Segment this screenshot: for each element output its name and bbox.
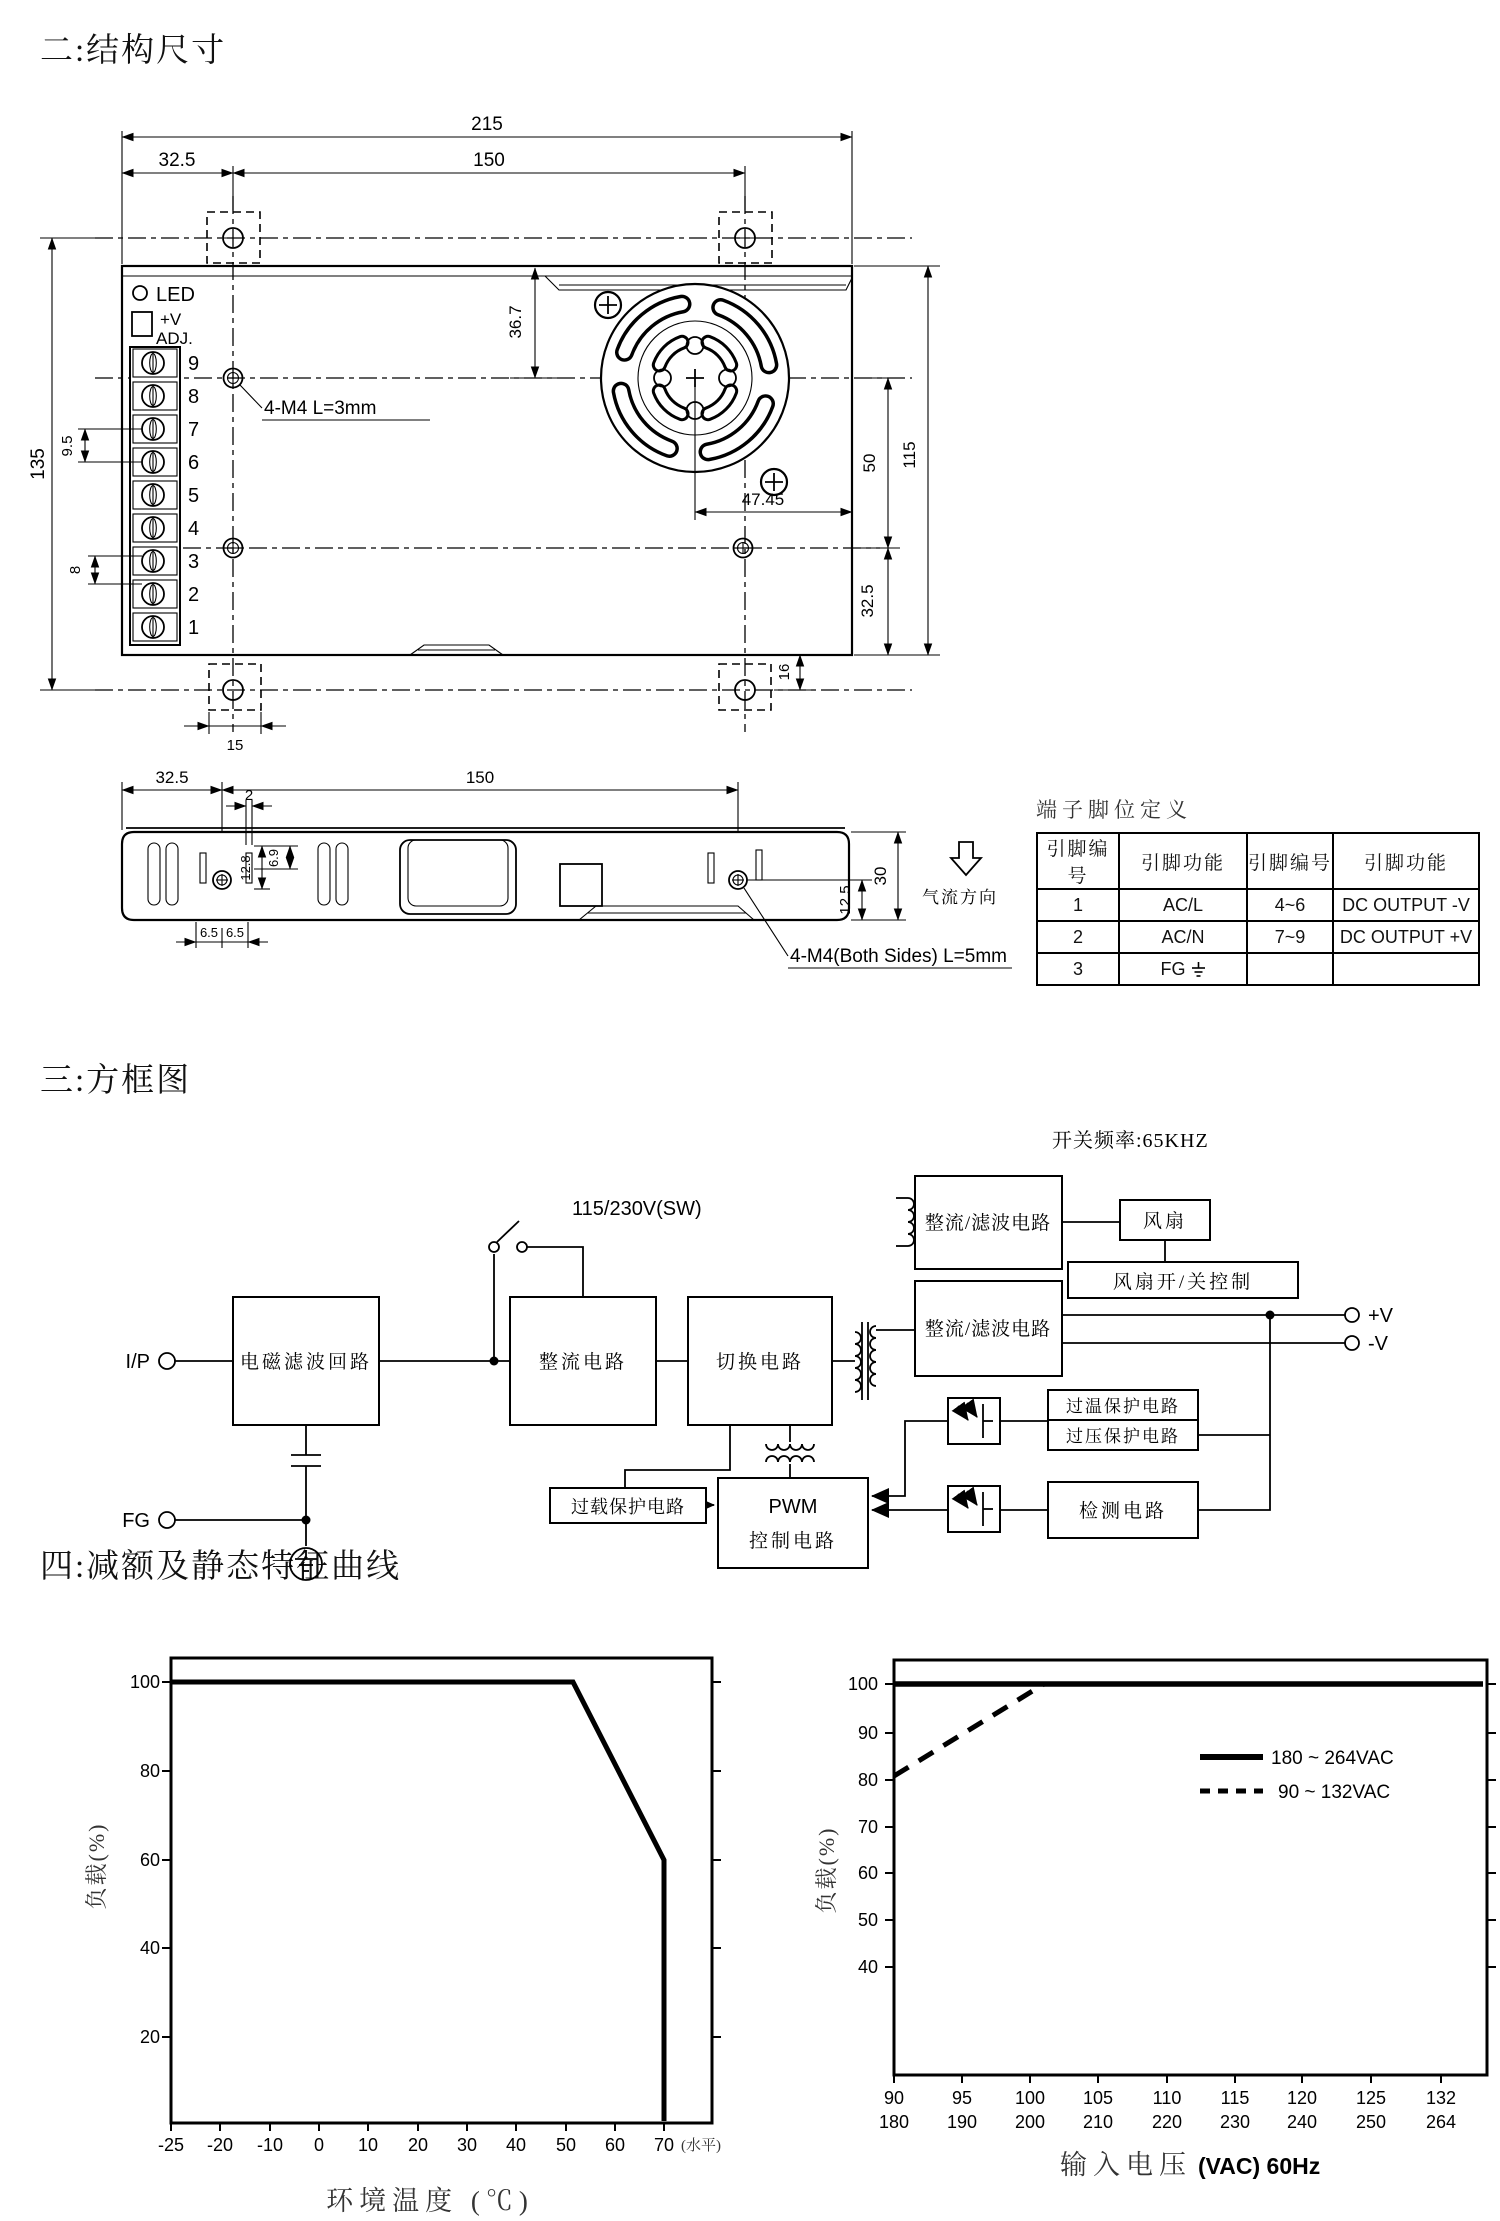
- switching-frequency-label: 开关频率:65KHZ: [1052, 1130, 1209, 1152]
- chart-static-characteristic: [814, 1660, 1496, 2180]
- mounting-hole: [209, 664, 261, 710]
- main-transformer: [855, 1322, 876, 1400]
- x-tick-row1: 90: [883, 2088, 905, 2108]
- terminal-number: 1: [188, 617, 200, 639]
- x-tick-row1: 105: [1082, 2088, 1114, 2108]
- y-tick: 60: [857, 1863, 878, 1883]
- pin-table-cell: AC/L: [1119, 889, 1247, 921]
- terminal-number: 6: [188, 452, 200, 474]
- series-low-range: [894, 1684, 1044, 1776]
- block-over-temp-label: 过温保护电路: [1066, 1397, 1180, 1416]
- dim-8: 8: [67, 565, 84, 575]
- y-axis-label: 负载(%): [84, 1822, 109, 1910]
- x-tick-row2: 210: [1082, 2112, 1114, 2132]
- pin-table-header-cell: 引脚功能: [1119, 833, 1247, 889]
- x-tick: 0: [313, 2135, 325, 2155]
- x-axis-label-cjk: 输入电压: [1060, 2150, 1192, 2180]
- block-switching-label: 切换电路: [715, 1352, 805, 1373]
- input-label: I/P: [125, 1351, 150, 1373]
- terminal-number: 2: [188, 584, 200, 606]
- y-tick: 40: [857, 1957, 878, 1977]
- x-tick-row2: 264: [1425, 2112, 1457, 2132]
- block-rectifier-filter-out-label: 整流/滤波电路: [924, 1319, 1052, 1340]
- x-tick: 10: [357, 2135, 379, 2155]
- dim-150-side: 150: [465, 768, 495, 787]
- vplus-terminal: [1345, 1308, 1359, 1322]
- pin-table-cell: AC/N: [1119, 921, 1247, 953]
- block-pwm-label-line2: 控制电路: [748, 1531, 838, 1552]
- x-tick: 60: [604, 2135, 626, 2155]
- y-tick: 90: [857, 1723, 878, 1743]
- y-tick: 20: [139, 2027, 160, 2047]
- pin-table-cell: 2: [1037, 921, 1119, 953]
- x-tick: -25: [157, 2135, 185, 2155]
- vminus-terminal: [1345, 1336, 1359, 1350]
- dim-50: 50: [860, 453, 879, 473]
- x-tick: -10: [256, 2135, 284, 2155]
- y-tick: 40: [139, 1938, 160, 1958]
- x-tick: 40: [505, 2135, 527, 2155]
- dim-47-45: 47.45: [741, 490, 785, 509]
- terminal-number: 4: [188, 518, 200, 540]
- fg-terminal: [159, 1512, 175, 1528]
- x-tick-row2: 200: [1014, 2112, 1046, 2132]
- y-tick: 50: [857, 1910, 878, 1930]
- block-overload-protection-label: 过载保护电路: [571, 1497, 685, 1517]
- x-tick-row1: 120: [1286, 2088, 1318, 2108]
- x-tick-row2: 190: [946, 2112, 978, 2132]
- y-tick: 80: [139, 1761, 160, 1781]
- y-tick: 60: [139, 1850, 160, 1870]
- dim-12-8: 12.8: [238, 855, 253, 881]
- x-tick-row1: 115: [1220, 2088, 1250, 2108]
- pin-table-cell: DC OUTPUT +V: [1333, 921, 1479, 953]
- terminal-number: 9: [188, 353, 200, 375]
- x-tick: 70: [653, 2135, 675, 2155]
- x-tick-row2: 230: [1219, 2112, 1251, 2132]
- dim-9-5: 9.5: [59, 435, 76, 457]
- derating-curve: [171, 1682, 664, 2121]
- legend-label: 90 ~ 132VAC: [1278, 1782, 1391, 1803]
- input-terminal: [159, 1353, 175, 1369]
- dim-15: 15: [226, 737, 244, 754]
- terminal-number: 8: [188, 386, 200, 408]
- block-emi-filter-label: 电磁滤波回路: [239, 1352, 373, 1373]
- pin-table-cell: 7~9: [1247, 921, 1333, 953]
- terminal-number: 5: [188, 485, 200, 507]
- x-tick-row1: 132: [1425, 2088, 1457, 2108]
- ground-symbol: [290, 1548, 322, 1580]
- x-tick: 30: [456, 2135, 478, 2155]
- pin-table-cell: DC OUTPUT -V: [1333, 889, 1479, 921]
- dim-6-9: 6.9: [266, 848, 281, 868]
- vminus-label: -V: [1368, 1333, 1388, 1355]
- y-tick: 100: [129, 1672, 160, 1692]
- x-tick-row2: 240: [1286, 2112, 1318, 2132]
- pin-table-header-cell: 引脚功能: [1333, 833, 1479, 889]
- dim-16: 16: [776, 663, 793, 681]
- dim-32-5-top: 32.5: [158, 150, 196, 171]
- x-tick: 50: [555, 2135, 577, 2155]
- block-over-voltage-label: 过压保护电路: [1066, 1427, 1180, 1446]
- block-diagram: [122, 1129, 1393, 1580]
- pin-table-cell: FG: [1119, 953, 1247, 985]
- top-view-drawing: [28, 114, 940, 754]
- dim-150-top: 150: [473, 150, 505, 171]
- fg-label: FG: [122, 1510, 150, 1532]
- x-tick-row1: 110: [1152, 2088, 1182, 2108]
- pin-table-title: 端子脚位定义: [1036, 798, 1192, 822]
- airflow-arrow-icon: [951, 842, 981, 875]
- adj-label-line1: +V: [160, 310, 182, 329]
- x-tick-row2: 250: [1355, 2112, 1387, 2132]
- led-label: LED: [156, 284, 195, 306]
- chart-legend: [1200, 1748, 1394, 1803]
- dim-36-7: 36.7: [506, 305, 525, 339]
- x-tick: 20: [407, 2135, 429, 2155]
- block-pwm-control: [718, 1478, 868, 1568]
- section-curves-title: 四:减额及静态特征曲线: [40, 1549, 402, 1585]
- x-tick-row1: 95: [951, 2088, 973, 2108]
- optocoupler-icon: [948, 1486, 1000, 1532]
- x-axis-suffix: (水平): [681, 2138, 721, 2154]
- adj-label-line2: ADJ.: [156, 329, 193, 348]
- dim-32-5-bottom: 32.5: [858, 584, 877, 618]
- pin-table-cell: 4~6: [1247, 889, 1333, 921]
- dim-30: 30: [871, 866, 890, 886]
- phillips-screw: [595, 292, 621, 318]
- dim-135: 135: [28, 448, 49, 480]
- dim-2: 2: [244, 787, 254, 804]
- block-detection-label: 检测电路: [1078, 1501, 1168, 1522]
- chart-derating-temperature: [84, 1658, 721, 2216]
- block-fan-control-label: 风扇开/关控制: [1112, 1272, 1254, 1293]
- terminal-number: 3: [188, 551, 200, 573]
- dim-6-5-b: 6.5: [225, 925, 245, 940]
- y-axis-label: 负载(%): [814, 1826, 839, 1914]
- m4-side-note: 4-M4(Both Sides) L=5mm: [790, 946, 1007, 967]
- pin-table-header-cell: 引脚编号: [1247, 833, 1333, 889]
- dim-32-5-side: 32.5: [155, 768, 189, 787]
- block-rectifier-filter-fan-label: 整流/滤波电路: [924, 1213, 1052, 1234]
- airflow-label: 气流方向: [922, 888, 998, 907]
- block-pwm-label-line1: PWM: [768, 1496, 818, 1518]
- block-fan-label: 风扇: [1142, 1211, 1188, 1232]
- x-axis-label-unit: (VAC) 60Hz: [1198, 2153, 1321, 2179]
- y-tick: 100: [847, 1674, 878, 1694]
- pin-table-cell: 3: [1037, 953, 1119, 985]
- x-tick: -20: [206, 2135, 234, 2155]
- block-rectifier-label: 整流电路: [538, 1352, 628, 1373]
- dim-6-5-a: 6.5: [199, 925, 219, 940]
- section-block-diagram-title: 三:方框图: [40, 1063, 192, 1099]
- m4-note: 4-M4 L=3mm: [264, 398, 377, 419]
- dim-12-5: 12.5: [837, 885, 854, 915]
- x-tick-row1: 125: [1355, 2088, 1387, 2108]
- pin-table-header-cell: 引脚编号: [1037, 833, 1119, 889]
- side-view-drawing: [122, 768, 1012, 968]
- dim-215: 215: [471, 114, 503, 135]
- input-switch-label: 115/230V(SW): [572, 1198, 702, 1220]
- terminal-number: 7: [188, 419, 200, 441]
- x-tick-row2: 220: [1151, 2112, 1183, 2132]
- y-tick: 70: [857, 1817, 878, 1837]
- vplus-label: +V: [1368, 1305, 1394, 1327]
- x-axis-label: 环境温度 (℃): [326, 2186, 534, 2216]
- terminal-block: [130, 347, 199, 645]
- legend-label: 180 ~ 264VAC: [1271, 1748, 1394, 1769]
- section-structure-title: 二:结构尺寸: [40, 33, 227, 69]
- optocoupler-icon: [948, 1398, 1000, 1444]
- pin-table-cell: 1: [1037, 889, 1119, 921]
- x-tick-row1: 100: [1014, 2088, 1046, 2108]
- x-tick-row2: 180: [878, 2112, 910, 2132]
- aux-winding: [896, 1198, 914, 1246]
- dim-115: 115: [900, 441, 919, 469]
- y-tick: 80: [857, 1770, 878, 1790]
